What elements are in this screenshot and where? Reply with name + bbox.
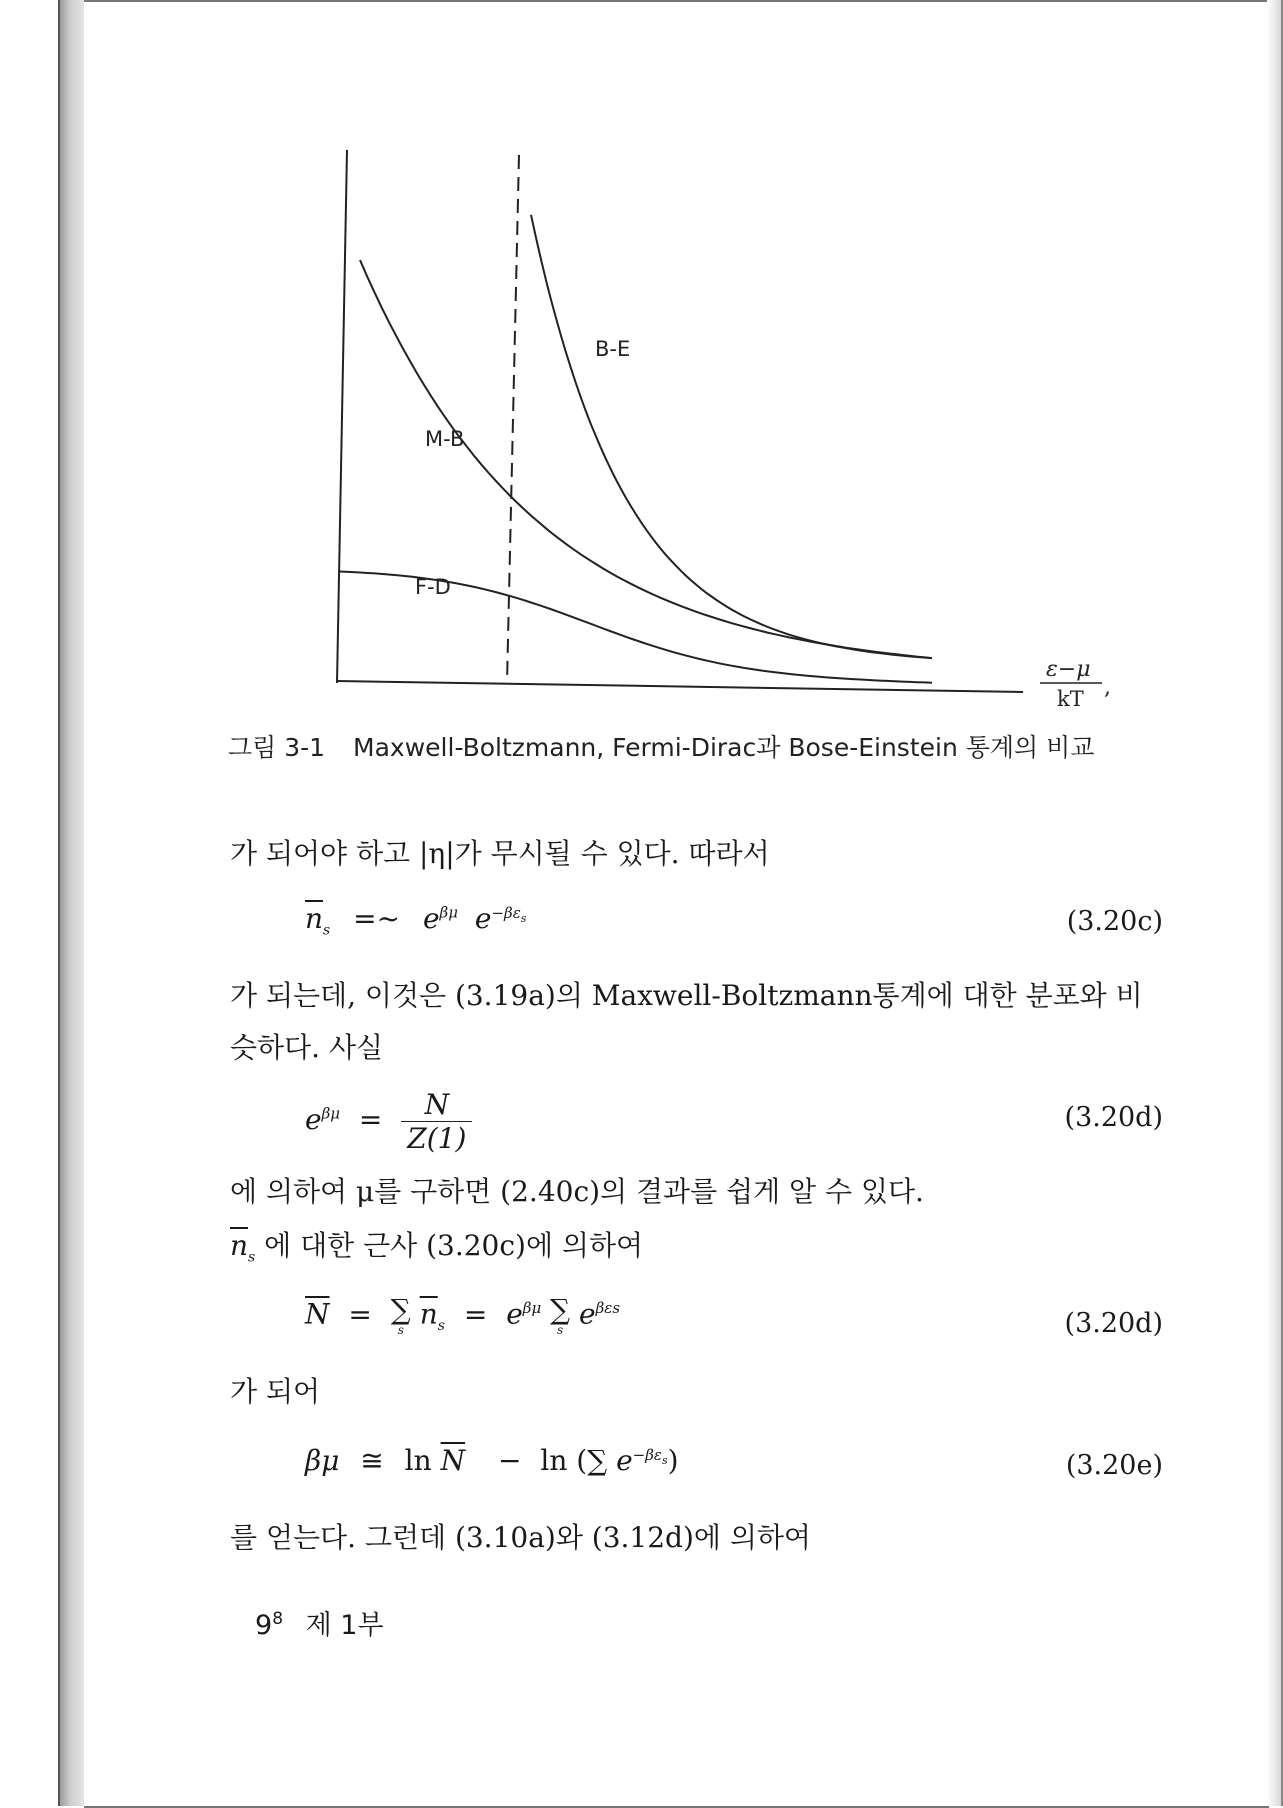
eq2-denominator: Z(1) — [407, 1122, 467, 1155]
paragraph-1: 가 되어야 하고 |η|가 무시될 수 있다. 따라서 — [230, 837, 770, 870]
label-be: B-E — [595, 337, 631, 361]
paragraph-3-line-1: 에 의하여 μ를 구하면 (2.40c)의 결과를 쉽게 알 수 있다. — [230, 1175, 924, 1208]
equation-number-3-20d-b: (3.20d) — [1064, 1308, 1163, 1339]
label-fd: F-D — [415, 575, 451, 599]
paragraph-2-line-2: 슷하다. 사실 — [230, 1031, 384, 1064]
eq1-rel: =~ — [353, 902, 401, 935]
p3-n-sub: s — [248, 1249, 256, 1266]
eq4-rel: ≅ — [360, 1444, 384, 1477]
mu-dashed-line — [507, 155, 519, 683]
p3-text: 에 대한 근사 (3.20c)에 의하여 — [255, 1229, 644, 1262]
equation-3-20e — [305, 1444, 679, 1477]
eq3-e2: e — [579, 1297, 596, 1331]
eq3-e2-sup: βεs — [595, 1299, 621, 1318]
eq2-numerator: N — [401, 1088, 472, 1122]
eq4-N: $\overline{N}$ — [440, 1444, 466, 1477]
eq4-paren-close: ) — [667, 1444, 679, 1477]
page-footer — [255, 1603, 384, 1642]
eq4-paren-open: (∑ — [576, 1444, 608, 1477]
part-label: 제 1부 — [305, 1610, 384, 1641]
eq4-e-sup-sub: s — [661, 1453, 668, 1467]
eq2-fraction — [401, 1088, 472, 1155]
eq3-n: $\overline{n}$ — [419, 1297, 438, 1331]
figure-caption-text: Maxwell-Boltzmann, Fermi-Dirac과 Bose-Einstein 통계의 비교 — [353, 733, 1095, 762]
eq1-n-sub: s — [323, 922, 331, 939]
paragraph-2-line-1: 가 되는데, 이것은 (3.19a)의 Maxwell-Boltzmann통계에 대한 분포와 비 — [230, 979, 1143, 1012]
eq4-lhs: βμ — [305, 1444, 340, 1477]
paragraph-4: 가 되어 — [230, 1375, 321, 1408]
p3-n: $\overline{n}$ — [230, 1229, 249, 1262]
eq1-e2: e — [474, 902, 492, 935]
page-number-sup: 8 — [272, 1609, 284, 1629]
eq3-sum-2: ∑ s — [550, 1293, 571, 1337]
eq1-e1: e — [422, 902, 440, 935]
eq4-minus: − — [497, 1444, 522, 1477]
eq4-e: e — [616, 1444, 633, 1477]
curve-be — [531, 215, 932, 658]
eq4-ln2: ln — [540, 1444, 568, 1477]
eq3-sum-1: ∑ s — [390, 1293, 411, 1337]
x-axis-label-comma: , — [1104, 675, 1111, 700]
eq1-n: $\overline{n}$ — [305, 902, 324, 935]
equation-number-3-20e: (3.20e) — [1065, 1450, 1163, 1481]
figure-number: 그림 3-1 — [228, 733, 326, 762]
eq4-e-sup: −βε — [632, 1445, 662, 1464]
eq1-e2-sup: −βε — [491, 903, 521, 922]
eq3-e1-sup: βμ — [522, 1299, 542, 1318]
figure-caption — [228, 728, 1094, 764]
equation-number-3-20d-a: (3.20d) — [1064, 1102, 1163, 1133]
x-axis-label-denominator: kT — [1057, 687, 1084, 711]
eq4-ln1: ln — [404, 1444, 432, 1477]
eq3-n-sub: s — [437, 1318, 445, 1335]
paragraph-5: 를 얻는다. 그런데 (3.10a)와 (3.12d)에 의하여 — [230, 1521, 811, 1554]
eq2-e-sup: βμ — [321, 1104, 340, 1123]
eq3-rel: = — [348, 1297, 372, 1331]
equation-number-3-20c: (3.20c) — [1066, 906, 1163, 937]
y-axis — [337, 150, 347, 683]
eq2-e: e — [305, 1103, 322, 1136]
equation-3-20c — [305, 902, 526, 939]
page-number: 9 — [255, 1610, 273, 1641]
paragraph-3-line-2 — [230, 1220, 643, 1284]
statistics-comparison-chart — [0, 0, 1283, 720]
label-mb: M-B — [425, 427, 465, 451]
eq3-sum-2-sub: s — [557, 1323, 564, 1337]
eq1-e2-sup-sub: s — [520, 911, 527, 925]
eq3-e1: e — [506, 1297, 523, 1331]
equation-3-20d-a — [305, 1088, 472, 1155]
eq2-rel: = — [358, 1103, 383, 1136]
equation-3-20d-b: $\overline{N}$ = ∑ s $\overline{n}_s = e^{\beta\mu}$ ∑ s $e^{\beta\varepsilon s}$ — [305, 1293, 621, 1337]
eq1-e1-sup: βμ — [439, 903, 458, 922]
eq3-N: $\overline{N}$ — [305, 1297, 330, 1331]
eq3-sum-1-sub: s — [397, 1323, 404, 1337]
x-axis-label-numerator: ε−μ — [1046, 657, 1091, 682]
